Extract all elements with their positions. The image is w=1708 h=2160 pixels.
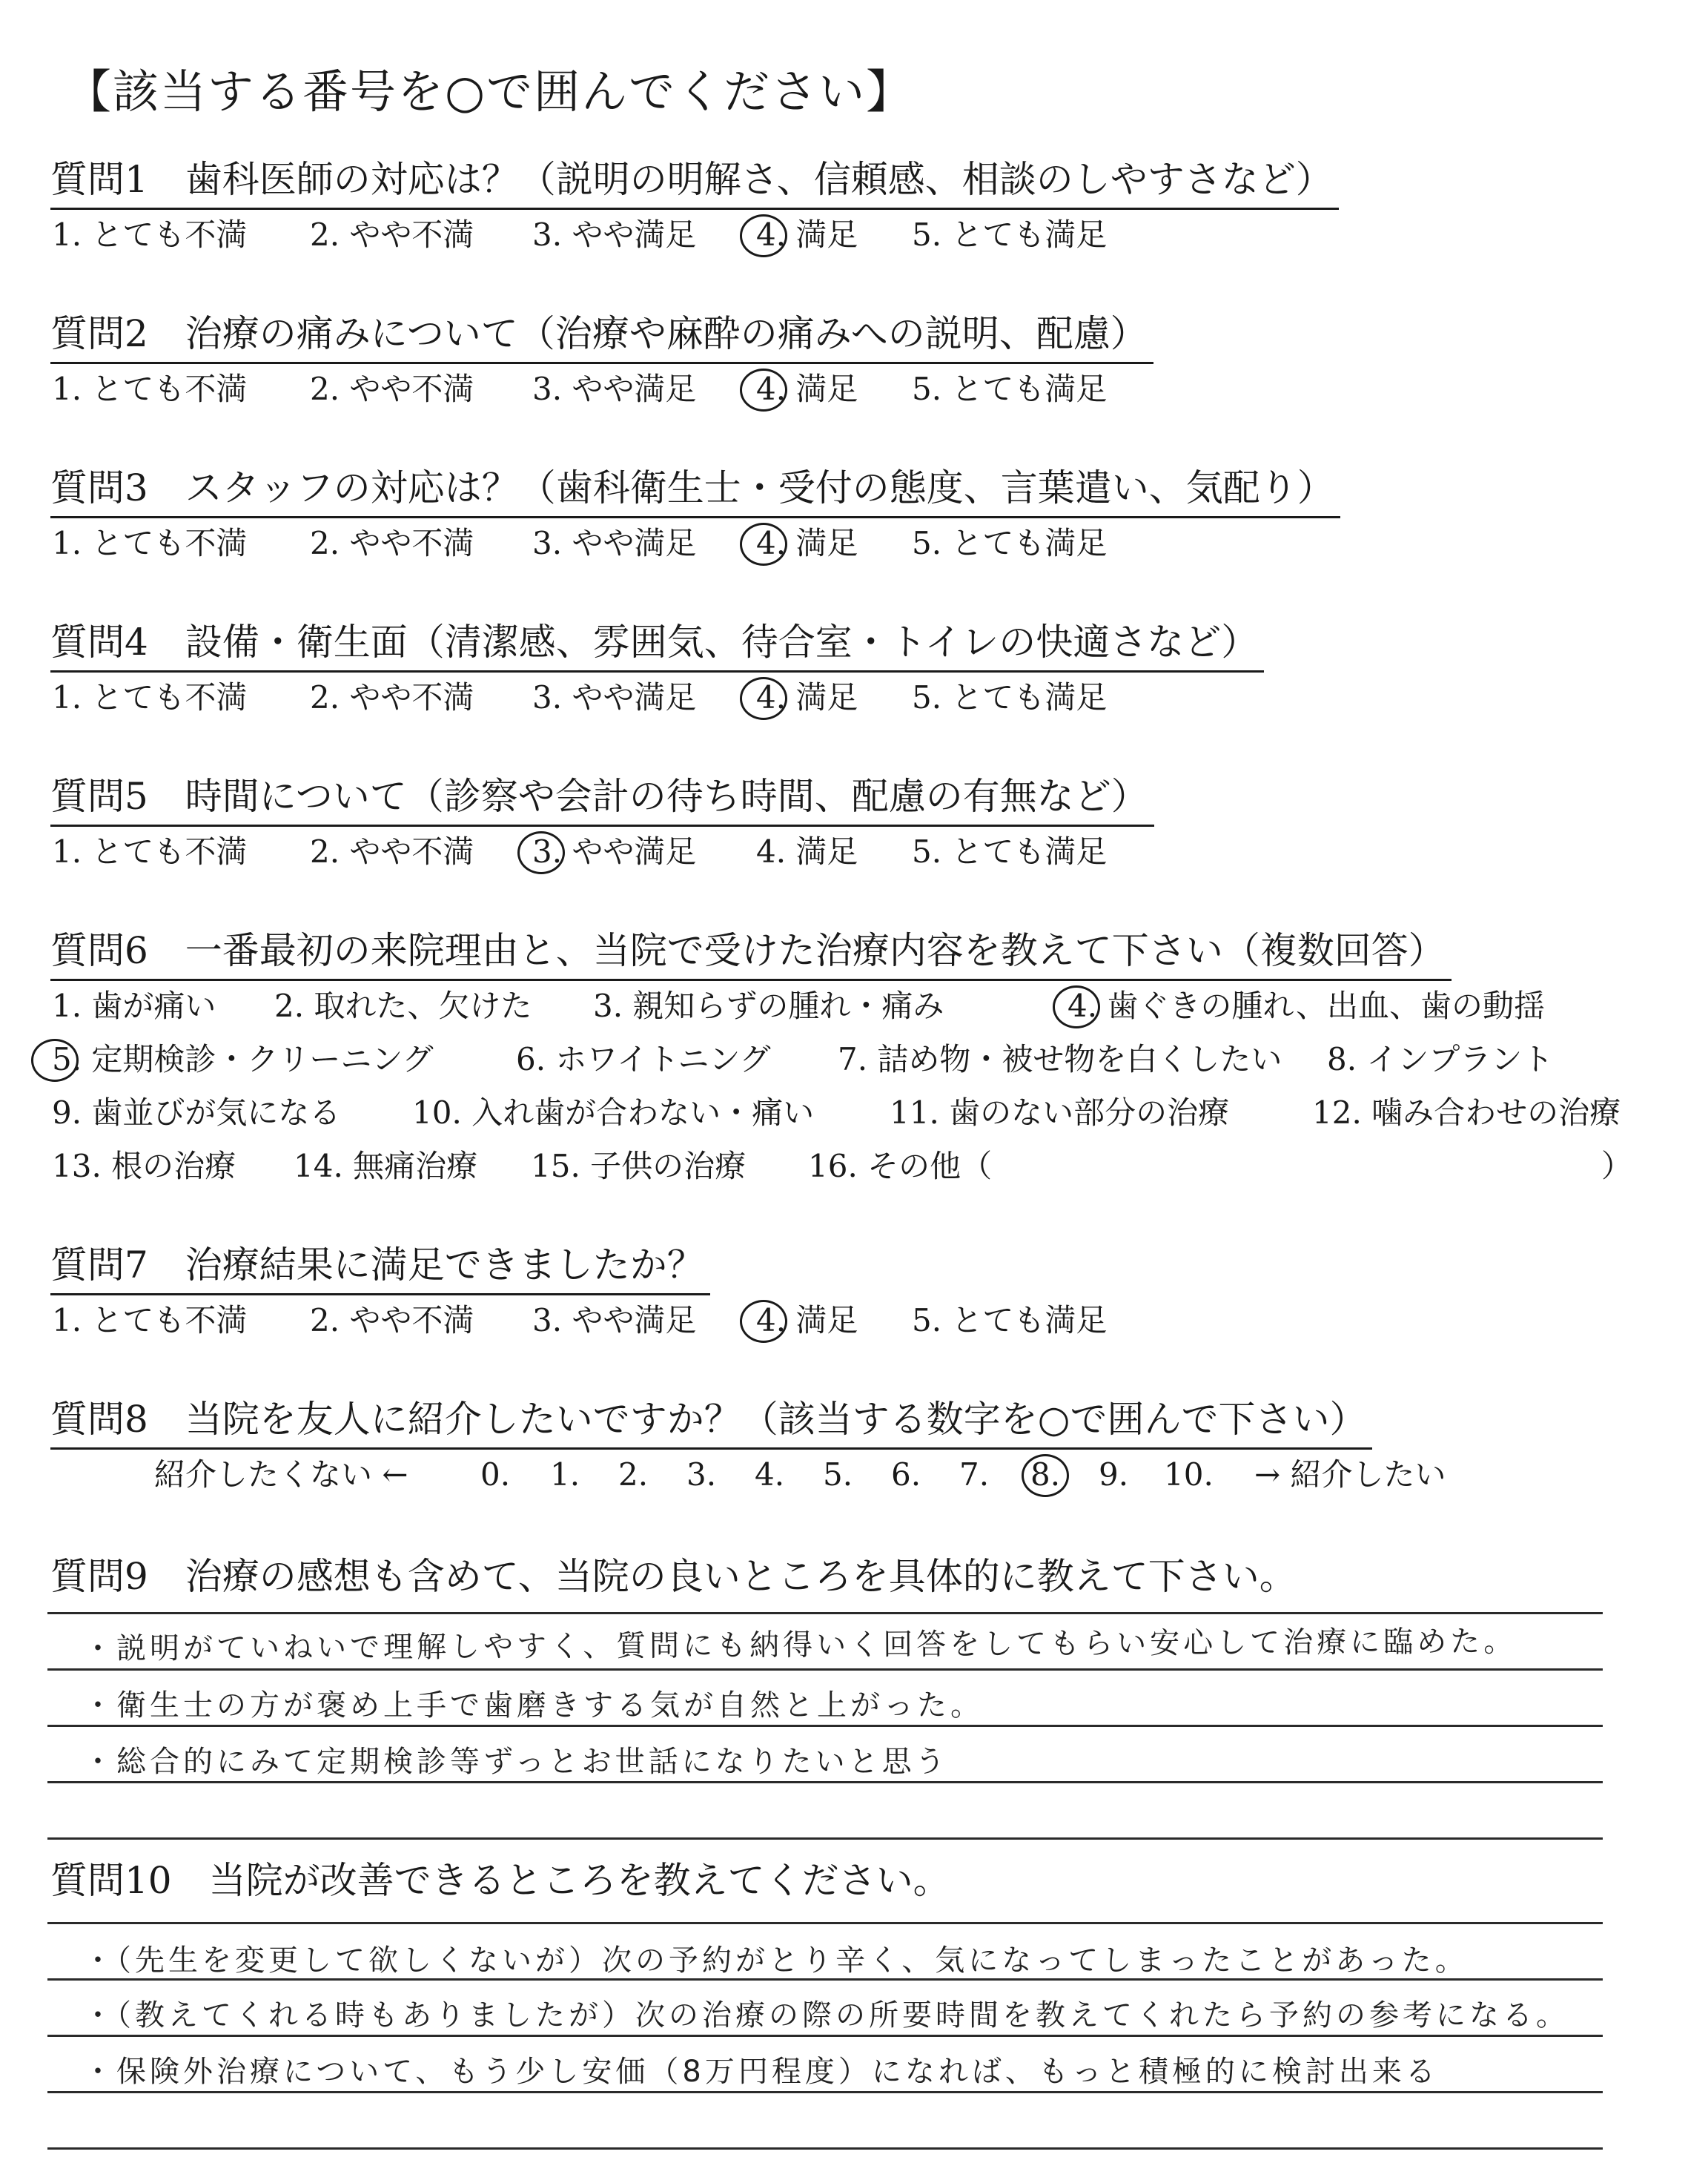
option-1[interactable]: 1. とても不満 [52,679,248,716]
question-6-row-3 [52,1090,1683,1136]
option-1[interactable]: 1. とても不満 [52,217,248,253]
option-4[interactable]: 4. 満足 [756,371,858,407]
question-1-title: 質問1 歯科医師の対応は？（説明の明解さ、信頼感、相談のしやすさなど） [50,156,1339,210]
option-5[interactable]: 5. 定期検診・クリーニング [52,1041,434,1077]
option-12[interactable]: 12. 噛み合わせの治療 [1312,1094,1621,1131]
selection-circle [1022,1454,1069,1497]
selection-circle [740,369,787,412]
question-4-title: 質問4 設備・衛生面（清潔感、雰囲気、待合室・トイレの快適さなど） [50,618,1264,673]
option-5[interactable]: 5. とても満足 [912,371,1108,407]
option-2[interactable]: 2. やや不満 [310,525,474,561]
selection-circle [517,831,565,874]
handwritten-answer: ・衛生士の方が褒め上手で歯磨きする気が自然と上がった。 [83,1688,984,1723]
option-5[interactable]: 5. とても満足 [912,217,1108,253]
option-10[interactable]: 10. 入れ歯が合わない・痛い [412,1094,815,1131]
question-6-row-2 [52,1037,1683,1083]
option-2[interactable]: 2. やや不満 [310,679,474,716]
other-close-paren: ） [1601,1148,1633,1184]
option-2[interactable]: 2. やや不満 [310,833,474,870]
handwritten-answer: ・総合的にみて定期検診等ずっとお世話になりたいと思う [83,1745,949,1779]
option-3[interactable]: 3. やや満足 [532,217,697,253]
question-10-title: 質問10 当院が改善できるところを教えてください。 [50,1859,950,1902]
option-1[interactable]: 1. とても不満 [52,525,248,561]
question-3-options [52,521,1683,567]
score-9[interactable]: 9. [1099,1456,1129,1493]
option-5[interactable]: 5. とても満足 [912,833,1108,870]
question-3-title: 質問3 スタッフの対応は？（歯科衛生士・受付の態度、言葉遣い、気配り） [50,464,1340,518]
option-3[interactable]: 3. 親知らずの腫れ・痛み [593,988,944,1024]
option-3[interactable]: 3. やや満足 [532,1302,697,1338]
question-9-title: 質問9 治療の感想も含めて、当院の良いところを具体的に教えて下さい。 [50,1555,1297,1598]
handwritten-answer: ・保険外治療について、もう少し安価（8万円程度）になれば、もっと積極的に検討出来る [83,2055,1439,2089]
question-1-options [52,212,1683,258]
option-8[interactable]: 8. インプラント [1327,1041,1554,1077]
option-5[interactable]: 5. とても満足 [912,525,1108,561]
score-5[interactable]: 5. [823,1456,853,1493]
question-2-title: 質問2 治療の痛みについて（治療や麻酔の痛みへの説明、配慮） [50,310,1153,364]
option-15[interactable]: 15. 子供の治療 [531,1148,747,1184]
handwritten-answer: ・（先生を変更して欲しくないが）次の予約がとり辛く、気になってしまったことがあった。 [83,1943,1469,1978]
handwritten-answer: ・説明がていねいで理解しやすく、質問にも納得いく回答をしてもらい安心して治療に臨めた。 [82,1624,1517,1666]
option-3[interactable]: 3. やや満足 [532,833,697,870]
answer-line [47,2147,1603,2150]
option-3[interactable]: 3. やや満足 [532,525,697,561]
answer-line [47,1668,1603,1671]
question-7-options [52,1298,1683,1344]
option-4[interactable]: 4. 満足 [756,833,858,870]
handwritten-answer: ・（教えてくれる時もありましたが）次の治療の際の所要時間を教えてくれたら予約の参考になる。 [83,1998,1569,2032]
option-1[interactable]: 1. とても不満 [52,1302,248,1338]
answer-line [47,1612,1603,1614]
answer-line [47,1725,1603,1727]
score-7[interactable]: 7. [959,1456,990,1493]
option-11[interactable]: 11. 歯のない部分の治療 [890,1094,1230,1131]
option-16[interactable]: 16. その他（ [808,1148,993,1184]
score-1[interactable]: 1. [550,1456,580,1493]
instruction-header: 【該当する番号を○で囲んでください】 [65,65,914,119]
score-10[interactable]: 10. [1164,1456,1214,1493]
selection-circle [740,214,787,257]
score-6[interactable]: 6. [891,1456,921,1493]
option-2[interactable]: 2. やや不満 [310,371,474,407]
option-3[interactable]: 3. やや満足 [532,679,697,716]
selection-circle [31,1039,79,1082]
option-1[interactable]: 1. 歯が痛い [52,988,216,1024]
question-7-title: 質問7 治療結果に満足できましたか？ [50,1241,710,1295]
option-1[interactable]: 1. とても不満 [52,371,248,407]
option-4[interactable]: 4. 満足 [756,679,858,716]
score-4[interactable]: 4. [755,1456,785,1493]
answer-line [47,1781,1603,1783]
answer-line [47,2035,1603,2037]
score-0[interactable]: 0. [480,1456,511,1493]
selection-circle [1053,985,1100,1028]
answer-line [47,1837,1603,1840]
score-8[interactable]: 8. [1030,1456,1061,1493]
selection-circle [740,1300,787,1343]
question-5-options [52,829,1683,875]
option-6[interactable]: 6. ホワイトニング [516,1041,771,1077]
score-2[interactable]: 2. [618,1456,649,1493]
question-6-row-1 [52,983,1683,1029]
selection-circle [740,677,787,720]
option-2[interactable]: 2. やや不満 [310,217,474,253]
question-6-row-4 [52,1143,1683,1189]
option-4[interactable]: 4. 歯ぐきの腫れ、出血、歯の動揺 [1068,988,1545,1024]
question-5-title: 質問5 時間について（診察や会計の待ち時間、配慮の有無など） [50,773,1154,827]
option-4[interactable]: 4. 満足 [756,217,858,253]
answer-line [47,1978,1603,1981]
option-4[interactable]: 4. 満足 [756,1302,858,1338]
option-13[interactable]: 13. 根の治療 [52,1148,236,1184]
selection-circle [740,523,787,566]
option-4[interactable]: 4. 満足 [756,525,858,561]
question-8-title: 質問8 当院を友人に紹介したいですか？（該当する数字を○で囲んで下さい） [50,1396,1372,1450]
option-7[interactable]: 7. 詰め物・被せ物を白くしたい [838,1041,1282,1077]
option-5[interactable]: 5. とても満足 [912,679,1108,716]
option-2[interactable]: 2. やや不満 [310,1302,474,1338]
question-8-scale [52,1452,1683,1498]
option-9[interactable]: 9. 歯並びが気になる [52,1094,341,1131]
answer-line [47,1922,1603,1924]
option-3[interactable]: 3. やや満足 [532,371,697,407]
scale-right-label: → 紹介したい [1254,1456,1446,1493]
question-6-title: 質問6 一番最初の来院理由と、当院で受けた治療内容を教えて下さい（複数回答） [50,927,1452,981]
question-2-options [52,366,1683,412]
option-1[interactable]: 1. とても不満 [52,833,248,870]
scale-left-label: 紹介したくない ← [154,1456,408,1493]
question-4-options [52,675,1683,721]
option-5[interactable]: 5. とても満足 [912,1302,1108,1338]
option-14[interactable]: 14. 無痛治療 [294,1148,478,1184]
answer-line [47,2091,1603,2093]
score-3[interactable]: 3. [686,1456,717,1493]
option-2[interactable]: 2. 取れた、欠けた [274,988,532,1024]
